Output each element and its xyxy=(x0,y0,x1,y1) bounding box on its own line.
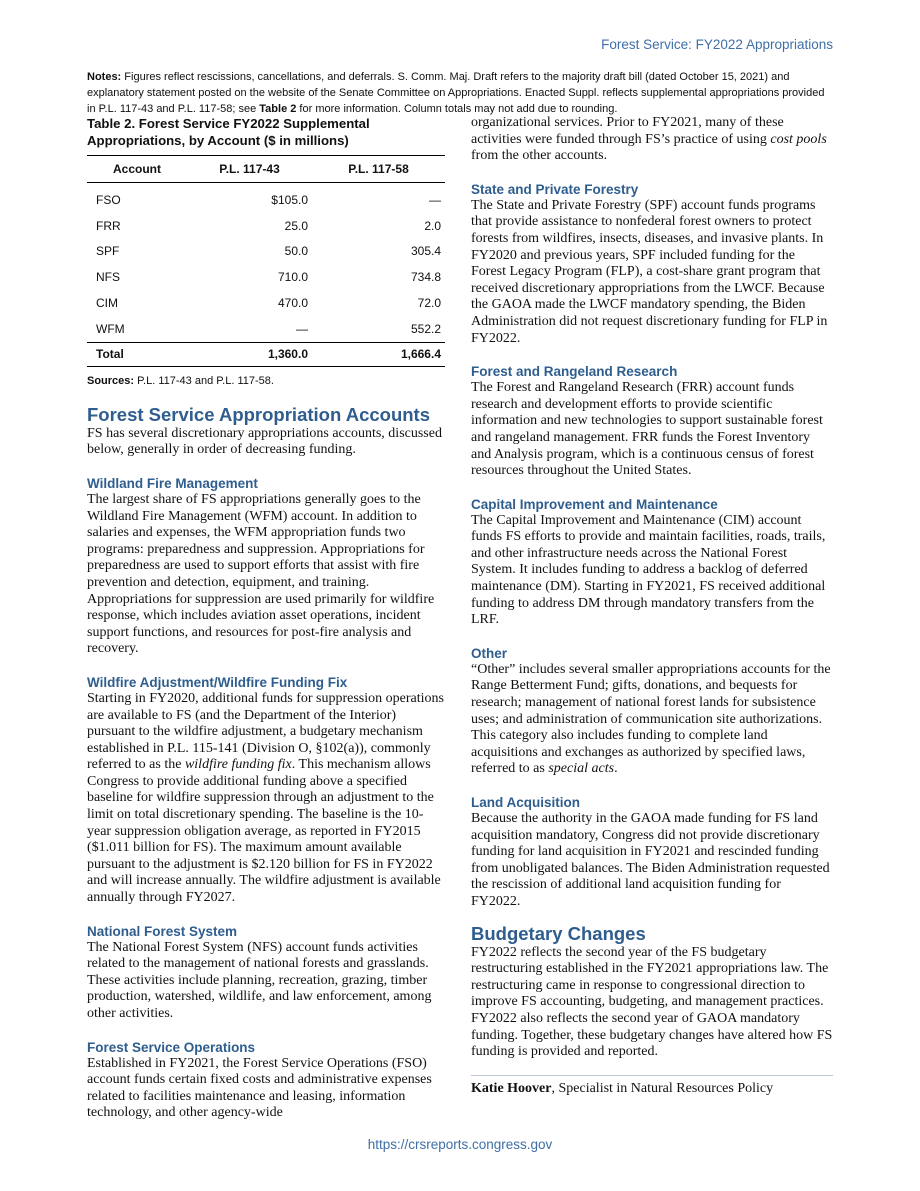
table-row xyxy=(87,183,445,213)
col-header-pl43: P.L. 117-43 xyxy=(187,156,312,183)
paragraph-other xyxy=(471,662,833,778)
other-text-1: “Other” includes several smaller appropriations accounts for the Range Betterment Fund; gifts, donations, and bequests for research; management of national forest lands for subsistence uses; and administration of communication site authorizations. This category also includes funding to complete land acquisitions and exchanges as authorized by specified laws, referred to as xyxy=(471,661,831,777)
paragraph-nfs: The National Forest System (NFS) account funds activities related to the management of national forests and grasslands. These activities include planning, recreation, grazing, timber production, watershed, wildlife, and law enforcement, among other activities. xyxy=(87,939,432,1021)
cell-pl58: 1,666.4 xyxy=(312,342,445,366)
heading-land-acquisition: Land Acquisition xyxy=(471,795,580,810)
sources-text: P.L. 117-43 and P.L. 117-58. xyxy=(134,374,274,387)
cell-pl58: 2.0 xyxy=(424,218,441,233)
supplemental-table xyxy=(87,155,445,367)
heading-spf: State and Private Forestry xyxy=(471,181,639,197)
other-italic-term: special acts xyxy=(548,761,615,777)
heading-fso: Forest Service Operations xyxy=(87,1039,256,1055)
cell-pl43: 470.0 xyxy=(277,296,308,311)
table-row xyxy=(87,239,445,265)
paragraph-cim: The Capital Improvement and Maintenance (CIM) account funds FS efforts to provide and maintain facilities, roads, trails, and other infrastructure needs across the National Forest System. It includes funding to address a backlog of deferred maintenance (DM). Starting in FY2021, FS received additional funding to address DM through mandatory transfers from the LRF. xyxy=(471,512,826,628)
table-total-row xyxy=(87,342,445,366)
notes-text-1: Figures reflect rescissions, cancellations, and deferrals. S. Comm. Maj. Draft refers to the majority draft bill (dated October 15, 2021) and explanatory statement posted on the website of the Senate Committee on Appropriations. Enacted Suppl. reflects supplemental appropriations provided in P.L. 117-43 and P.L. 117-58; see xyxy=(87,71,825,115)
cell-pl43: 50.0 xyxy=(284,244,308,259)
section-heading-budgetary: Budgetary Changes xyxy=(471,922,646,944)
running-head: Forest Service: FY2022 Appropriations xyxy=(601,37,833,52)
cell-pl58: 734.8 xyxy=(410,270,441,285)
accounts-intro: FS has several discretionary appropriations accounts, discussed below, generally in order of decreasing funding. xyxy=(87,425,442,458)
table-row xyxy=(87,290,445,316)
cell-pl43: 25.0 xyxy=(284,218,308,233)
paragraph-fso-continued xyxy=(471,115,833,165)
section-heading-accounts: Forest Service Appropriation Accounts xyxy=(87,403,430,425)
author-title: , Specialist in Natural Resources Policy xyxy=(551,1080,774,1096)
cell-account: FRR xyxy=(96,218,121,233)
table-row xyxy=(87,213,445,239)
cell-pl43: $105.0 xyxy=(271,192,308,207)
fix-text-2: . This mechanism allows Congress to provide additional funding above a specified baseline for wildfire suppression through an adjustment to the limit on total discretionary spending. The baseline is the 10-year suppression obligation average, as reported in FY2015 ($1.011 billion for FS). The maximum amount available pursuant to the adjustment is $2.120 billion for FS in FY2022 and will increase annually. The wildfire adjustment is available annually through FY2027. xyxy=(87,757,441,906)
cell-pl43: — xyxy=(296,321,308,336)
table-notes xyxy=(87,69,832,117)
paragraph-budgetary: FY2022 reflects the second year of the FS budgetary restructuring established in the FY2021 appropriations law. The restructuring came in response to congressional direction to improve FS accounting, budgeting, and management practices. FY2022 also reflects the second year of GAOA mandatory funding. Together, these budgetary changes have altered how FS funding is provided and reported. xyxy=(471,944,833,1060)
table-row xyxy=(87,264,445,290)
right-column xyxy=(471,115,833,1097)
paragraph-wfm: The largest share of FS appropriations generally goes to the Wildland Fire Management (WFM) account. In addition to salaries and expenses, the WFM appropriation funds two programs: preparedness and suppression. Appropriations for preparedness are used to support efforts that assist with fire prevention and detection, equipment, and training. Appropriations for suppression are used primarily for wildfire response, which includes aviation asset operations, incident support functions, and resources for post-fire analysis and recovery. xyxy=(87,491,435,657)
table-row xyxy=(87,316,445,342)
footer-url-link[interactable]: https://crsreports.congress.gov xyxy=(367,1137,553,1152)
cell-pl58: 72.0 xyxy=(417,296,441,311)
other-text-2: . xyxy=(614,761,618,777)
byline-divider xyxy=(471,1075,833,1076)
sources-label: Sources: xyxy=(87,374,135,387)
author-name: Katie Hoover xyxy=(471,1080,552,1096)
heading-other: Other xyxy=(471,645,508,661)
left-column xyxy=(87,115,445,1122)
fso-cont-text-1: organizational services. Prior to FY2021, many of these activities were funded through FS’s practice of using xyxy=(471,115,784,147)
cell-account: FSO xyxy=(96,192,121,207)
col-header-pl58: P.L. 117-58 xyxy=(312,156,445,183)
cell-pl58: 305.4 xyxy=(410,244,441,259)
heading-wildfire-fix: Wildfire Adjustment/Wildfire Funding Fix xyxy=(87,674,348,690)
paragraph-land-acquisition: Because the authority in the GAOA made funding for FS land acquisition mandatory, Congress did not provide discretionary funding for land acquisition in FY2021 and rescinded funding from unobligated balances. The Biden Administration requested the rescission of additional land acquisition funding for FY2022. xyxy=(471,811,830,909)
table-title: Table 2. Forest Service FY2022 Supplemental Appropriations, by Account ($ in millions) xyxy=(87,116,370,148)
fix-italic-term: wildfire funding fix xyxy=(184,757,292,773)
table-sources xyxy=(87,375,445,387)
notes-label: Notes: xyxy=(87,71,122,83)
col-header-account: Account xyxy=(87,156,187,183)
fso-cont-italic-term: cost pools xyxy=(770,131,827,147)
paragraph-frr: The Forest and Rangeland Research (FRR) account funds research and development efforts to provide scientific information and new technologies to support sustainable forest and rangeland management. FRR funds the Forest Inventory and Analysis program, which is a continuous census of forest resources throughout the United States. xyxy=(471,380,823,479)
heading-cim: Capital Improvement and Maintenance xyxy=(471,496,718,512)
paragraph-wildfire-fix xyxy=(87,691,445,907)
cell-pl43: 710.0 xyxy=(277,270,308,285)
notes-text-2: for more information. Column totals may not add due to rounding. xyxy=(296,103,618,115)
heading-nfs: National Forest System xyxy=(87,923,238,939)
heading-wfm: Wildland Fire Management xyxy=(87,475,258,491)
heading-frr: Forest and Rangeland Research xyxy=(471,364,678,380)
cell-pl58: 552.2 xyxy=(410,321,441,336)
cell-pl58: — xyxy=(429,192,441,207)
cell-account: CIM xyxy=(96,296,118,311)
table-header-row xyxy=(87,156,445,183)
cell-account: SPF xyxy=(96,244,120,259)
fix-text-1: Starting in FY2020, additional funds for suppression operations are available to FS (and the Department of the Interior) pursuant to the wildfire adjustment, a budgetary mechanism established in P.L. 115-141 (Division O, §102(a)), commonly referred to as the xyxy=(87,690,444,773)
paragraph-fso: Established in FY2021, the Forest Service Operations (FSO) account funds certain fixed costs and administrative expenses related to facilities maintenance and leasing, information technology, and other agency-wide xyxy=(87,1055,432,1121)
cell-pl43: 1,360.0 xyxy=(187,342,312,366)
cell-account: Total xyxy=(87,342,187,366)
fso-cont-text-2: from the other accounts. xyxy=(471,148,608,164)
author-byline xyxy=(471,1081,833,1097)
cell-account: NFS xyxy=(96,270,120,285)
paragraph-spf: The State and Private Forestry (SPF) account funds programs that provide assistance to nonfederal forest owners to protect forests from wildfires, insects, diseases, and invasive plants. In FY2020 and previous years, SPF included funding for the Forest Legacy Program (FLP), a cost-share grant program that received discretionary appropriations from the LWCF. Because the GAOA made the LWCF mandatory spending, the Biden Administration did not request discretionary funding for FLP in FY2022. xyxy=(471,197,828,346)
notes-table-ref: Table 2 xyxy=(259,103,297,115)
cell-account: WFM xyxy=(96,321,125,336)
